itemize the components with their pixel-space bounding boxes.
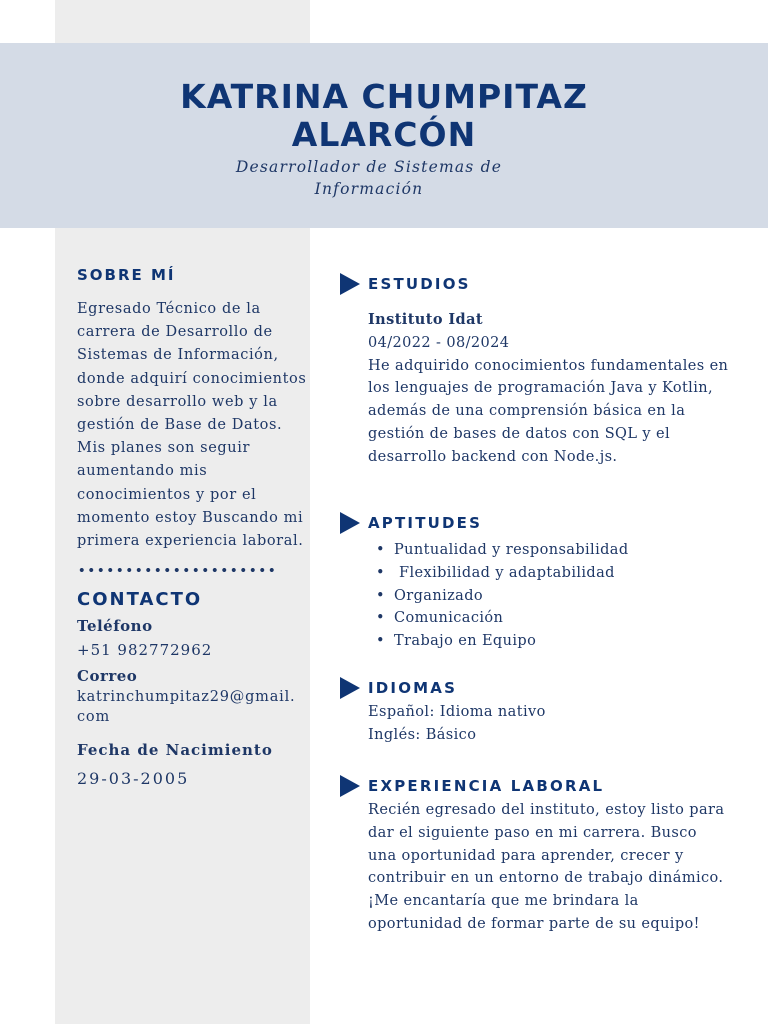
language-spanish: Español: Idioma nativo <box>368 704 546 720</box>
list-item: • Comunicación <box>368 607 730 630</box>
candidate-role-line1: Desarrollador de Sistemas de <box>235 158 503 176</box>
sidebar <box>77 266 307 788</box>
study-period: 04/2022 - 08/2024 <box>368 334 510 351</box>
email-label: Correo <box>77 667 138 686</box>
candidate-role <box>0 156 738 200</box>
birth-label: Fecha de Nacimiento <box>77 741 273 760</box>
dotted-separator <box>77 567 277 573</box>
languages-section <box>340 677 730 747</box>
language-english: Inglés: Básico <box>368 726 477 743</box>
candidate-role-line2: Información <box>314 180 424 198</box>
studies-title: ESTUDIOS <box>368 275 471 293</box>
triangle-right-icon <box>340 273 360 295</box>
contact-title: CONTACTO <box>77 589 203 611</box>
list-item: • Trabajo en Equipo <box>368 630 730 653</box>
phone-value: +51 982772962 <box>77 641 213 660</box>
triangle-right-icon <box>340 775 360 797</box>
list-item: • Flexibilidad y adaptabilidad <box>368 562 730 585</box>
about-title: SOBRE MÍ <box>77 266 176 284</box>
experience-section <box>340 775 730 936</box>
skills-list <box>368 539 730 653</box>
triangle-right-icon <box>340 677 360 699</box>
phone-label: Teléfono <box>77 617 153 636</box>
experience-text: Recién egresado del instituto, estoy listo para dar el siguiente paso en mi carrera. Busco una oportunidad para aprender, crecer y contribuir en un entorno de trabajo dinámico. ¡Me encantaría que me brindara la oportunidad de formar parte de su equipo! <box>368 802 725 932</box>
email-value[interactable] <box>77 687 307 727</box>
study-description: He adquirido conocimientos fundamentales en los lenguajes de programación Java y Kotlin, además de una comprensión básica en la gestión de bases de datos con SQL y el desarrollo backend con Node.js. <box>368 357 729 465</box>
experience-title: EXPERIENCIA LABORAL <box>368 777 605 795</box>
email-line1: katrinchumpitaz29@gmail. <box>77 689 296 706</box>
languages-title: IDIOMAS <box>368 679 458 697</box>
about-text: Egresado Técnico de la carrera de Desarrollo de Sistemas de Información, donde adquirí conocimientos sobre desarrollo web y la gestión de Base de Datos. Mis planes son seguir aumentando mis conocimientos y por el momento estoy Buscando mi primera experiencia laboral. <box>77 301 307 550</box>
email-line2: com <box>77 709 111 726</box>
skills-title: APTITUDES <box>368 514 483 532</box>
candidate-name-line1: KATRINA CHUMPITAZ <box>180 77 588 116</box>
candidate-name-line2: ALARCÓN <box>291 115 477 154</box>
institution-name: Instituto Idat <box>368 311 483 328</box>
triangle-right-icon <box>340 512 360 534</box>
list-item: • Puntualidad y responsabilidad <box>368 539 730 562</box>
studies-section <box>340 273 730 469</box>
birth-value: 29-03-2005 <box>77 769 190 789</box>
list-item: • Organizado <box>368 585 730 608</box>
skills-section <box>340 512 730 653</box>
